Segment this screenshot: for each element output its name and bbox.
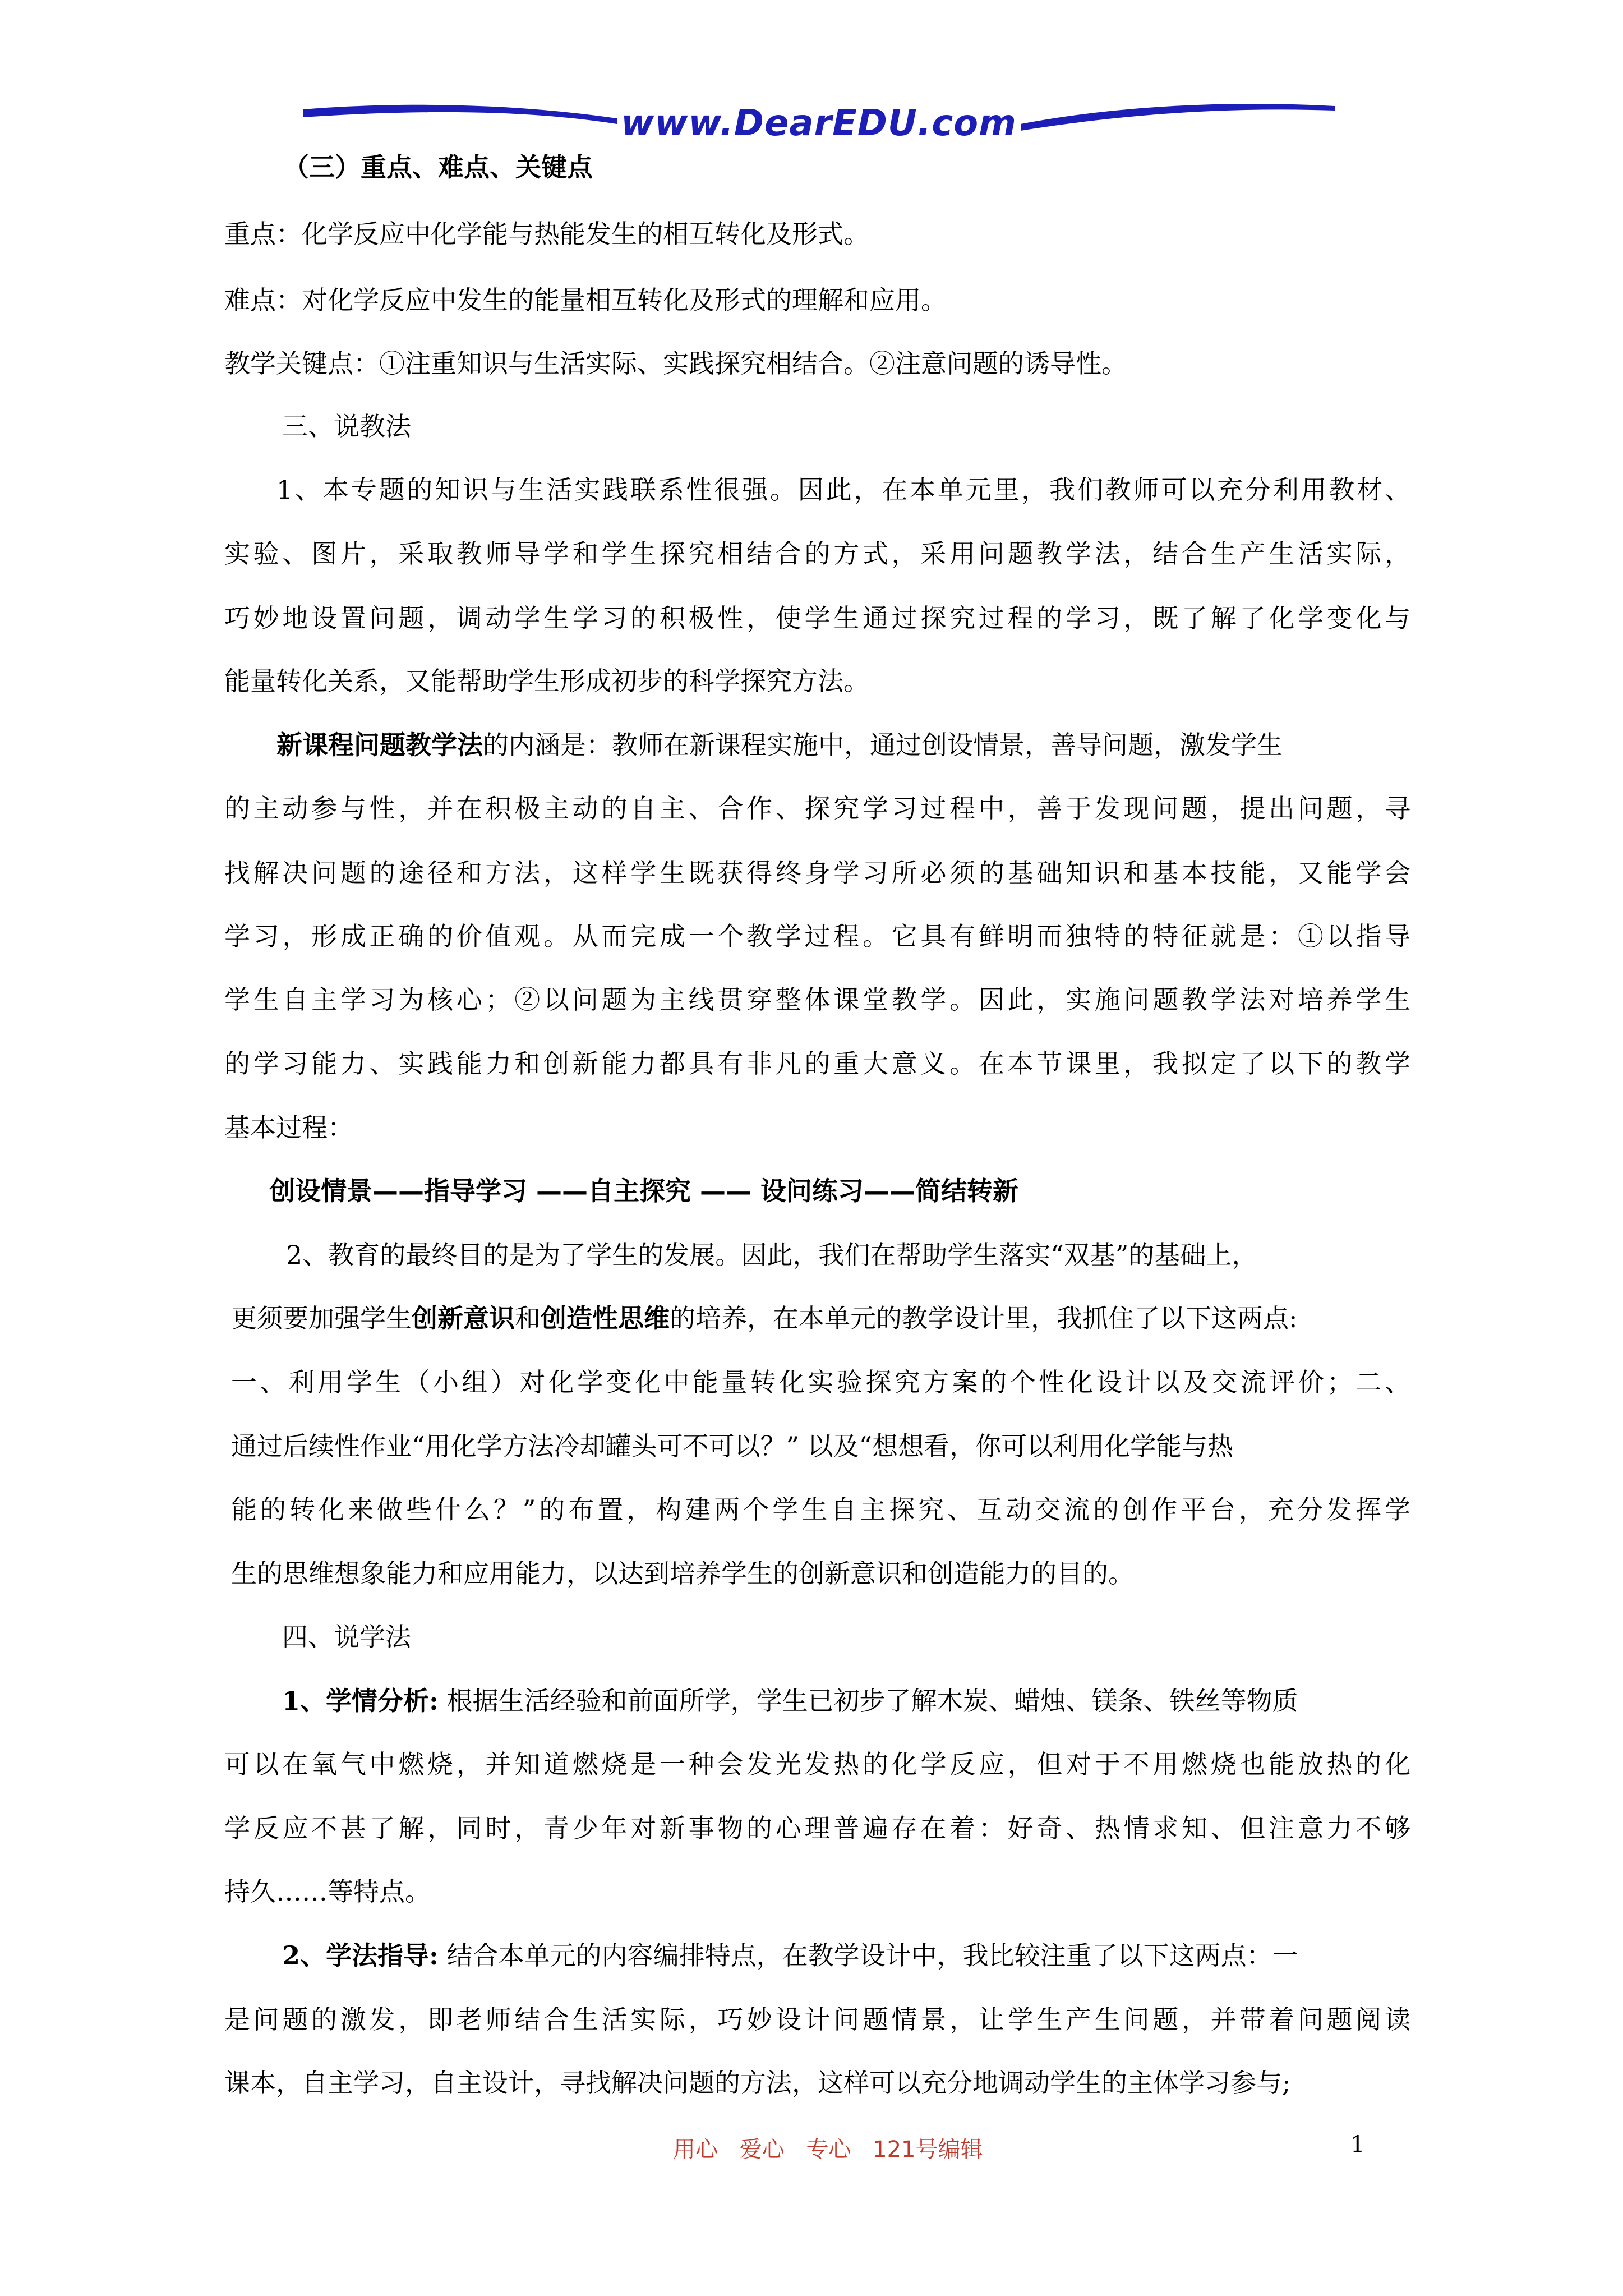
text-run: 和	[515, 1303, 541, 1333]
text-line: 1、本专题的知识与生活实践联系性很强。因此，在本单元里，我们教师可以充分利用教材、	[276, 475, 1410, 505]
footer-item: 专心	[806, 2137, 851, 2162]
text-line: 持久……等特点。	[224, 1876, 431, 1907]
text-line: 基本过程：	[224, 1112, 353, 1143]
text-run: 结合本单元的内容编排特点，在教学设计中，我比较注重了以下这两点：一	[439, 1940, 1298, 1971]
teaching-process-steps: 创设情景——指导学习 ——自主探究 —— 设问练习——简结转新	[269, 1176, 1019, 1206]
text-line: 学习，形成正确的价值观。从而完成一个教学过程。它具有鲜明而独特的特征就是：①以指导	[224, 921, 1410, 951]
footer-item: 用心	[673, 2137, 718, 2162]
text-line: 一、利用学生（小组）对化学变化中能量转化实验探究方案的个性化设计以及交流评价；二、	[231, 1367, 1410, 1397]
site-banner	[303, 98, 1335, 149]
footer-item: 爱心	[739, 2137, 785, 2162]
section-heading-teaching-method: 三、说教法	[282, 411, 411, 441]
text-line	[231, 1301, 1298, 1335]
bold-term: 创新意识	[412, 1303, 515, 1333]
text-line	[276, 728, 1283, 762]
section-heading-learning-method: 四、说学法	[282, 1622, 411, 1652]
text-line: 学反应不甚了解，同时，青少年对新事物的心理普遍存在着：好奇、热情求知、但注意力不够	[224, 1813, 1410, 1843]
text-run: 的培养，在本单元的教学设计里，我抓住了以下这两点:	[670, 1303, 1298, 1333]
text-run: 的内涵是：教师在新课程实施中，通过创设情景，善导问题，激发学生	[483, 730, 1283, 760]
text-line: 课本，自主学习，自主设计，寻找解决问题的方法，这样可以充分地调动学生的主体学习参与;	[224, 2068, 1291, 2098]
text-line: 是问题的激发，即老师结合生活实际，巧妙设计问题情景，让学生产生问题，并带着问题阅读	[224, 2004, 1410, 2035]
text-run: 更须要加强学生	[231, 1303, 412, 1333]
text-line: 生的思维想象能力和应用能力，以达到培养学生的创新意识和创造能力的目的。	[231, 1558, 1134, 1589]
site-url-logo: www.DearEDU.com	[621, 103, 1017, 144]
text-line: 的学习能力、实践能力和创新能力都具有非凡的重大意义。在本节课里，我拟定了以下的教学	[224, 1048, 1410, 1079]
footer-item: 121号编辑	[873, 2137, 983, 2162]
text-line: 的主动参与性，并在积极主动的自主、合作、探究学习过程中，善于发现问题，提出问题，寻	[224, 793, 1410, 823]
bold-term: 1、学情分析:	[282, 1686, 439, 1716]
text-line: 能的转化来做些什么？”的布置，构建两个学生自主探究、互动交流的创作平台，充分发挥学	[231, 1494, 1410, 1525]
text-line: 找解决问题的途径和方法，这样学生既获得终身学习所必须的基础知识和基本技能，又能学会	[224, 858, 1410, 888]
text-line: 通过后续性作业“用化学方法冷却罐头可不可以？” 以及“想想看，你可以利用化学能与热	[231, 1431, 1234, 1461]
text-line: 2、教育的最终目的是为了学生的发展。因此，我们在帮助学生落实“双基”的基础上，	[286, 1240, 1258, 1270]
text-line: 教学关键点：①注重知识与生活实际、实践探究相结合。②注意问题的诱导性。	[224, 348, 1127, 379]
bold-term: 新课程问题教学法	[276, 730, 483, 760]
bold-term: 创造性思维	[541, 1303, 670, 1333]
text-line: 实验、图片，采取教师导学和学生探究相结合的方式，采用问题教学法，结合生产生活实际，	[224, 539, 1410, 569]
page-number: 1	[1350, 2132, 1365, 2157]
text-line: 巧妙地设置问题，调动学生学习的积极性，使学生通过探究过程的学习，既了解了化学变化与	[224, 603, 1410, 633]
section-heading-key-points: （三）重点、难点、关键点	[283, 152, 593, 182]
text-line	[282, 1939, 1298, 1972]
text-line: 难点：对化学反应中发生的能量相互转化及形式的理解和应用。	[224, 285, 947, 315]
text-line	[282, 1684, 1298, 1718]
page-footer	[673, 2132, 998, 2164]
text-line: 学生自主学习为核心；②以问题为主线贯穿整体课堂教学。因此，实施问题教学法对培养学生	[224, 984, 1410, 1015]
text-line: 重点：化学反应中化学能与热能发生的相互转化及形式。	[224, 219, 869, 249]
text-run: 根据生活经验和前面所学，学生已初步了解木炭、蜡烛、镁条、铁丝等物质	[439, 1686, 1298, 1716]
text-line: 能量转化关系，又能帮助学生形成初步的科学探究方法。	[224, 666, 869, 696]
text-line: 可以在氧气中燃烧，并知道燃烧是一种会发光发热的化学反应，但对于不用燃烧也能放热的化	[224, 1749, 1410, 1779]
bold-term: 2、学法指导:	[282, 1940, 439, 1971]
